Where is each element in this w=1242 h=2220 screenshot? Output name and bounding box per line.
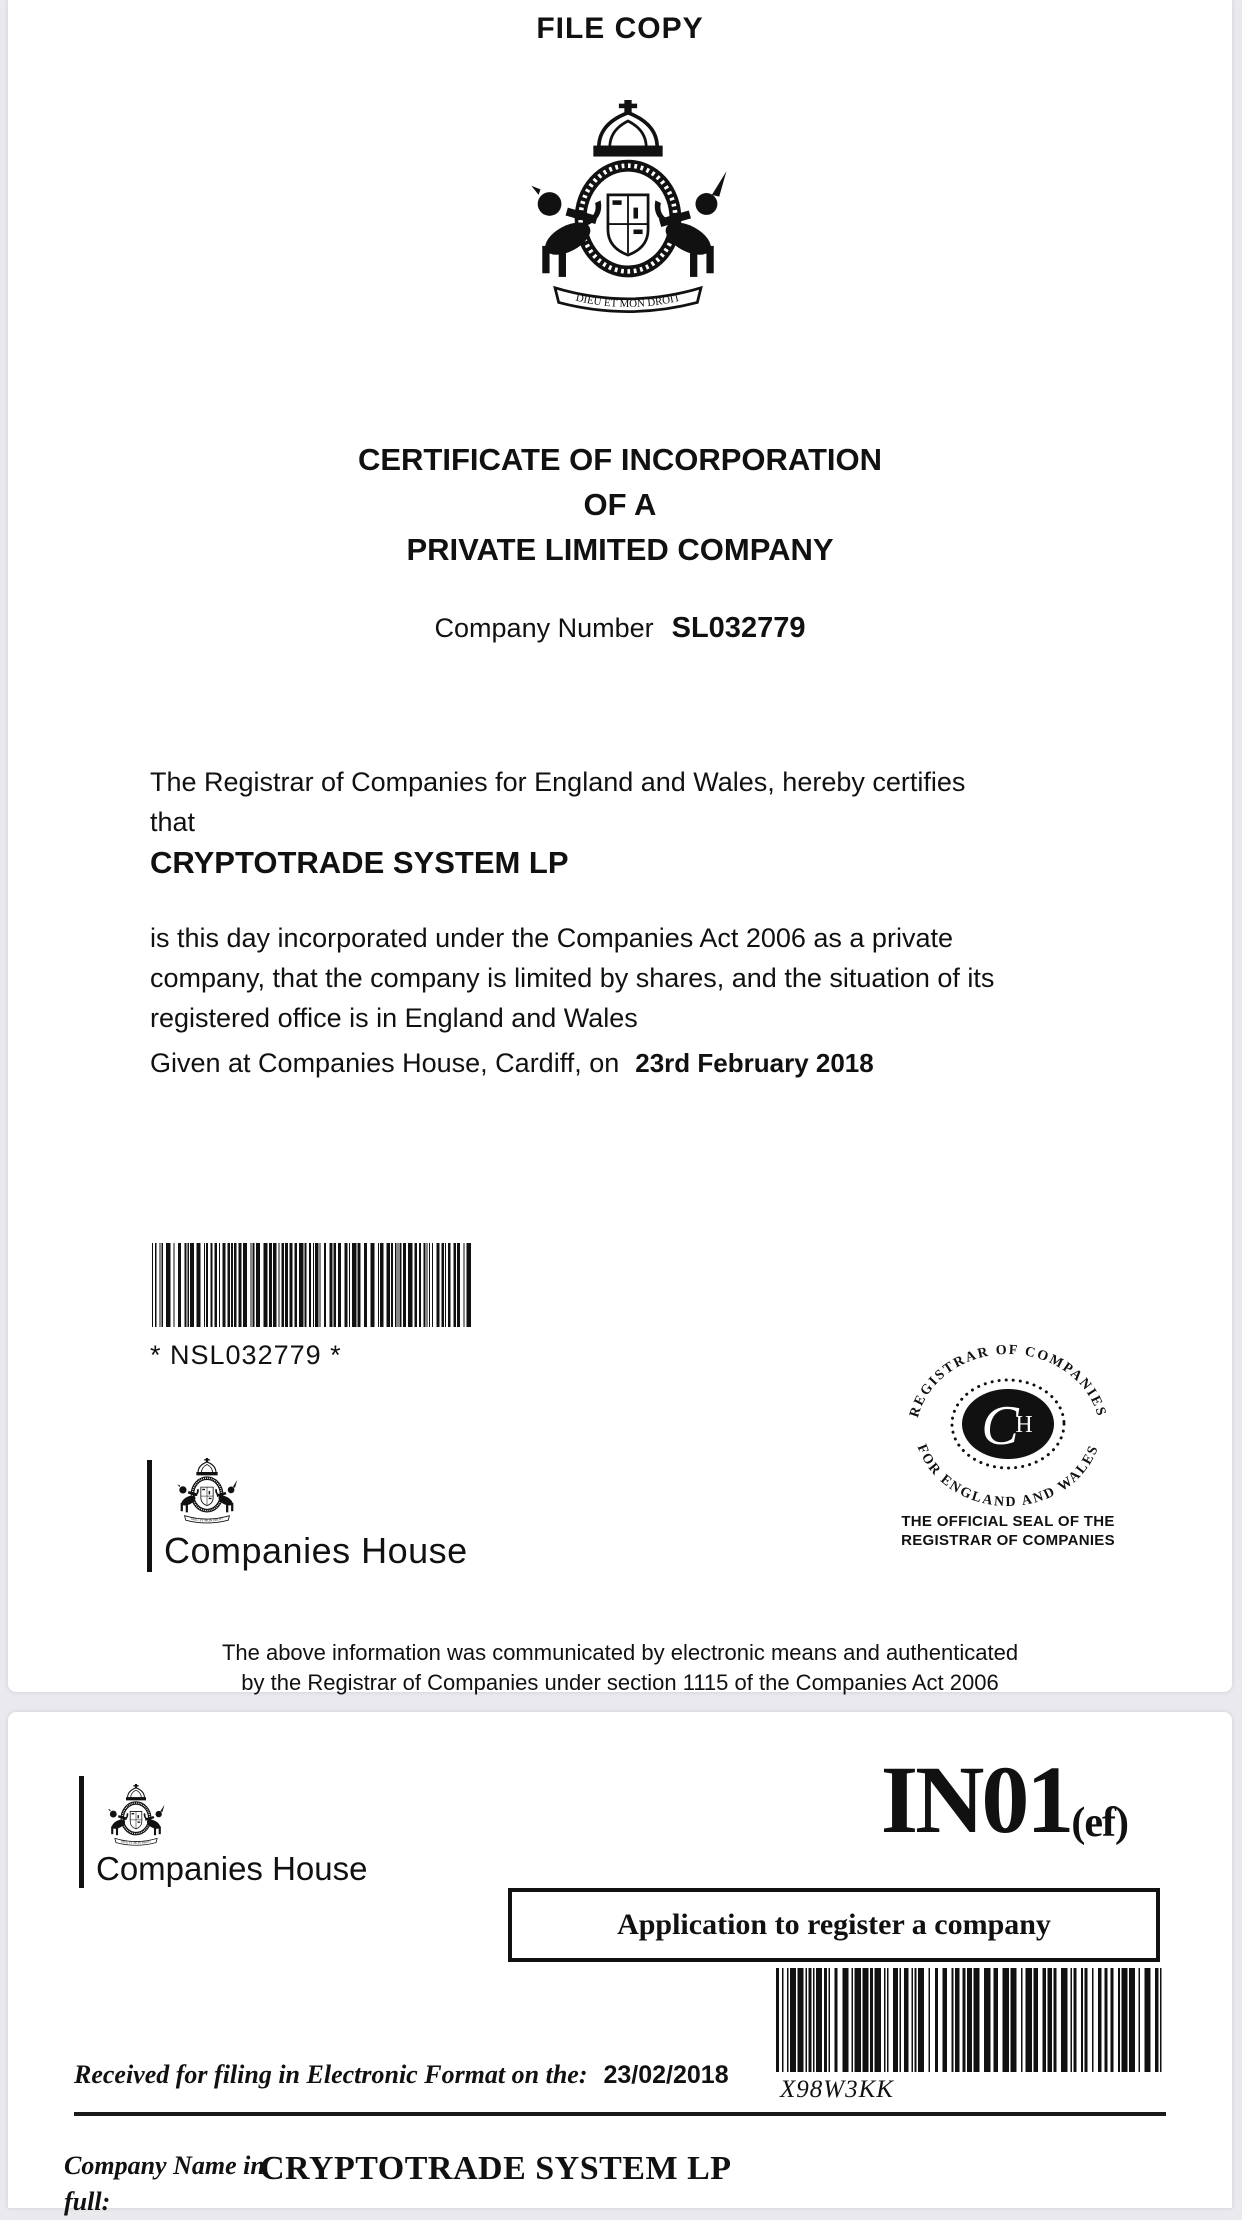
form-code-suffix: (ef) [1071, 1800, 1128, 1846]
received-for-filing-row [74, 2060, 729, 2090]
given-at-label: Given at Companies House, Cardiff, on [150, 1048, 620, 1078]
seal-caption [868, 1512, 1148, 1550]
certifies-text: The Registrar of Companies for England and Wales, hereby certifies that [150, 767, 966, 837]
logo-bar [79, 1776, 84, 1888]
seal-caption-line1: THE OFFICIAL SEAL OF THE [901, 1513, 1115, 1530]
certificate-title [8, 437, 1232, 572]
certificate-page [8, 0, 1232, 1695]
seal-arc-top: REGISTRAR OF COMPANIES [907, 1342, 1109, 1420]
seal-arc-bottom: FOR ENGLAND AND WALES [913, 1442, 1103, 1511]
section-divider [74, 2112, 1166, 2116]
barcode-image [152, 1243, 472, 1327]
given-date: 23rd February 2018 [635, 1048, 874, 1078]
file-copy-label: FILE COPY [536, 12, 704, 45]
form-code [880, 1746, 1128, 1867]
form-code-main: IN01 [880, 1746, 1072, 1853]
company-number-value: SL032779 [671, 612, 806, 644]
company-number-row [8, 612, 1232, 645]
given-at-row [150, 1048, 874, 1079]
certificate-title-line2: OF A [583, 487, 657, 522]
barcode-text: * NSL032779 * [150, 1340, 342, 1370]
registrar-seal-icon [888, 1332, 1128, 1512]
company-name-field-label: Company Name in full: [64, 2151, 265, 2216]
company-name-field-value: CRYPTOTRADE SYSTEM LP [260, 2150, 732, 2187]
logo-bar [147, 1460, 152, 1572]
crest-icon [96, 1784, 176, 1850]
received-date: 23/02/2018 [603, 2061, 729, 2089]
received-label: Received for filing in Electronic Format on the: [74, 2060, 588, 2089]
company-number-label: Company Number [434, 613, 654, 643]
incorporation-paragraph: is this day incorporated under the Companies Act 2006 as a private company, that the company is limited by shares, and the situation of its registered office is in England and Wales [150, 923, 995, 1033]
seal-caption-line2: REGISTRAR OF COMPANIES [901, 1532, 1115, 1549]
companies-house-wordmark: Companies House [164, 1530, 468, 1571]
barcode-image [776, 1968, 1166, 2072]
authentication-footer-line1: The above information was communicated by electronic means and authenticated [221, 1640, 1019, 1665]
crest-icon [164, 1458, 250, 1528]
companies-house-logo [79, 1772, 499, 1888]
in01-form-page [8, 1712, 1232, 2216]
companies-house-wordmark: Companies House [96, 1850, 368, 1887]
company-name: CRYPTOTRADE SYSTEM LP [150, 845, 569, 880]
seal-monogram-c: C [981, 1395, 1019, 1457]
royal-coat-of-arms-icon [490, 100, 766, 328]
barcode-text: X98W3KK [780, 2076, 894, 2103]
companies-house-logo [147, 1452, 567, 1572]
form-title-box [508, 1888, 1160, 1962]
certificate-title-line3: PRIVATE LIMITED COMPANY [406, 532, 834, 567]
form-title: Application to register a company [617, 1908, 1051, 1941]
authentication-footer [8, 1638, 1232, 1698]
authentication-footer-line2: by the Registrar of Companies under section 1115 of the Companies Act 2006 [241, 1670, 999, 1695]
seal-monogram-h: H [1015, 1412, 1033, 1438]
certificate-title-line1: CERTIFICATE OF INCORPORATION [357, 442, 883, 477]
